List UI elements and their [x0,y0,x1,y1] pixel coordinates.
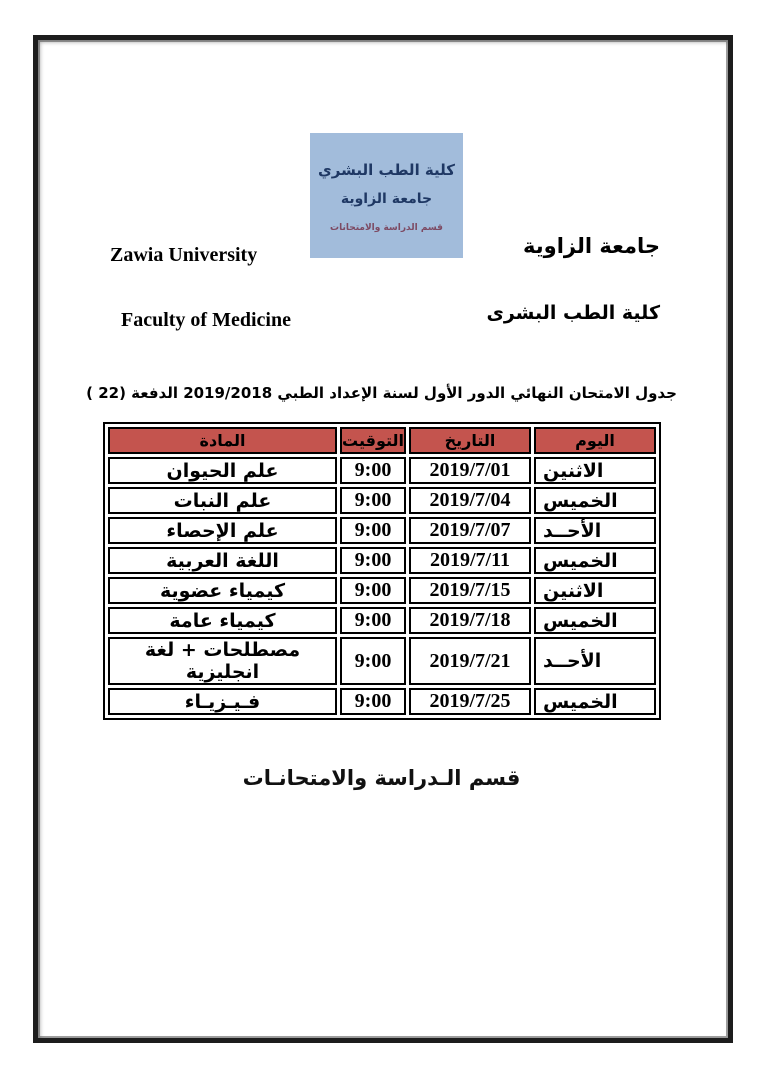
college-logo [310,133,463,258]
cell-day: الخميس [534,487,656,514]
column-header-time: التوقيت [340,427,406,454]
footer-department-text: قسم الـدراسة والامتحانـات [242,766,521,790]
cell-time: 9:00 [340,607,406,634]
table-row [108,517,656,544]
logo-department-name: قسم الدراسة والامتحانات [330,223,443,233]
table-body [108,457,656,715]
cell-day: الأحــد [534,637,656,685]
cell-time: 9:00 [340,547,406,574]
cell-date: 2019/7/25 [409,688,531,715]
table-row [108,577,656,604]
cell-date: 2019/7/21 [409,637,531,685]
table-header [108,427,656,454]
document-title: جدول الامتحان النهائي الدور الأول لسنة الإعداد الطبي 2019/2018 الدفعة (22 ) [86,384,677,402]
logo-university-name: جامعة الزاوية [340,191,433,207]
cell-day: الخميس [534,607,656,634]
cell-time: 9:00 [340,517,406,544]
logo-college-name: كلية الطب البشري [317,161,455,179]
cell-subject: علم النبات [108,487,337,514]
university-name-english: Zawia University [110,244,258,266]
cell-subject: كيمياء عامة [108,607,337,634]
table-row [108,637,656,685]
cell-date: 2019/7/01 [409,457,531,484]
faculty-name-arabic: كلية الطب البشرى [486,302,660,324]
table-row [108,607,656,634]
exam-schedule-table [103,422,661,720]
cell-time: 9:00 [340,688,406,715]
cell-time: 9:00 [340,457,406,484]
cell-time: 9:00 [340,487,406,514]
column-header-day: اليوم [534,427,656,454]
cell-subject: علم الإحصاء [108,517,337,544]
cell-day: الخميس [534,547,656,574]
cell-day: الأحــد [534,517,656,544]
table-header-row [108,427,656,454]
cell-subject: كيمياء عضوية [108,577,337,604]
cell-subject: مصطلحات + لغة انجليزية [108,637,337,685]
university-name-arabic: جامعة الزاوية [523,234,660,258]
faculty-name-english: Faculty of Medicine [121,309,291,331]
column-header-date: التاريخ [409,427,531,454]
cell-time: 9:00 [340,577,406,604]
table-row [108,688,656,715]
cell-date: 2019/7/07 [409,517,531,544]
exam-schedule-table-container [103,422,661,720]
cell-date: 2019/7/11 [409,547,531,574]
cell-day: الاثنين [534,577,656,604]
column-header-subject: المادة [108,427,337,454]
table-row [108,457,656,484]
cell-date: 2019/7/15 [409,577,531,604]
table-row [108,487,656,514]
cell-day: الاثنين [534,457,656,484]
cell-date: 2019/7/04 [409,487,531,514]
cell-date: 2019/7/18 [409,607,531,634]
cell-time: 9:00 [340,637,406,685]
cell-subject: اللغة العربية [108,547,337,574]
table-row [108,547,656,574]
cell-subject: علم الحيوان [108,457,337,484]
cell-day: الخميس [534,688,656,715]
cell-subject: فـيـزيـاء [108,688,337,715]
